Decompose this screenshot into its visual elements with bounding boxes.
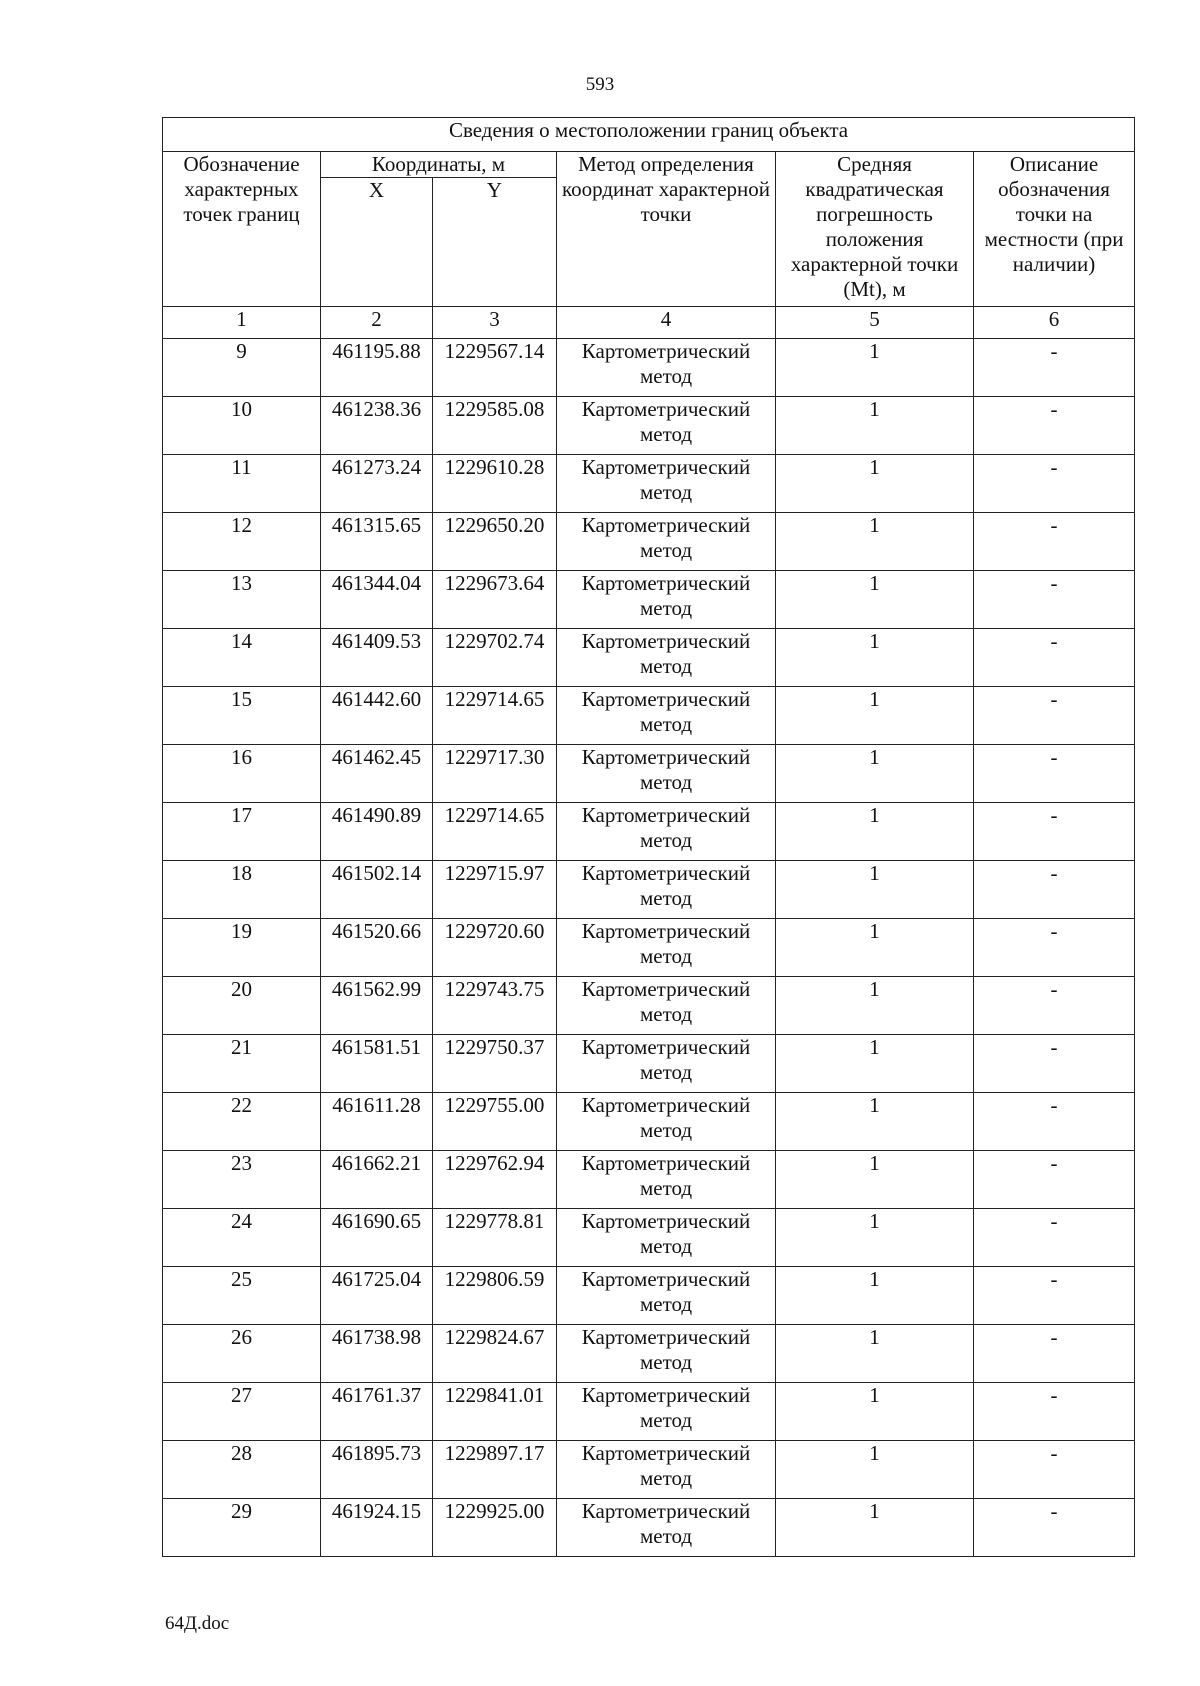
- cell-x: 461344.04: [321, 571, 433, 629]
- cell-x: 461895.73: [321, 1441, 433, 1499]
- cell-method: Картометрический метод: [557, 571, 776, 629]
- table-row: [163, 513, 1135, 571]
- coordinates-table-container: [162, 117, 1134, 1557]
- cell-error: 1: [776, 745, 974, 803]
- cell-y: 1229762.94: [433, 1151, 557, 1209]
- cell-x: 461238.36: [321, 397, 433, 455]
- cell-method: Картометрический метод: [557, 455, 776, 513]
- cell-y: 1229778.81: [433, 1209, 557, 1267]
- cell-x: 461581.51: [321, 1035, 433, 1093]
- cell-description: -: [974, 1267, 1135, 1325]
- cell-y: 1229750.37: [433, 1035, 557, 1093]
- header-description: Описание обозначения точки на местности (при наличии): [974, 152, 1135, 307]
- cell-method: Картометрический метод: [557, 919, 776, 977]
- cell-x: 461409.53: [321, 629, 433, 687]
- cell-x: 461490.89: [321, 803, 433, 861]
- cell-error: 1: [776, 339, 974, 397]
- cell-error: 1: [776, 1325, 974, 1383]
- cell-point: 9: [163, 339, 321, 397]
- cell-y: 1229702.74: [433, 629, 557, 687]
- cell-description: -: [974, 1151, 1135, 1209]
- table-row: [163, 803, 1135, 861]
- cell-error: 1: [776, 861, 974, 919]
- cell-description: -: [974, 571, 1135, 629]
- cell-y: 1229925.00: [433, 1499, 557, 1557]
- cell-description: -: [974, 745, 1135, 803]
- cell-x: 461520.66: [321, 919, 433, 977]
- column-number: 4: [557, 307, 776, 339]
- cell-y: 1229720.60: [433, 919, 557, 977]
- cell-error: 1: [776, 977, 974, 1035]
- cell-x: 461761.37: [321, 1383, 433, 1441]
- cell-y: 1229714.65: [433, 687, 557, 745]
- document-reference: 64Д.doc: [165, 1613, 230, 1634]
- cell-y: 1229673.64: [433, 571, 557, 629]
- cell-method: Картометрический метод: [557, 1325, 776, 1383]
- cell-x: 461442.60: [321, 687, 433, 745]
- cell-x: 461502.14: [321, 861, 433, 919]
- cell-description: -: [974, 803, 1135, 861]
- table-row: [163, 455, 1135, 513]
- cell-method: Картометрический метод: [557, 513, 776, 571]
- cell-method: Картометрический метод: [557, 1383, 776, 1441]
- table-row: [163, 687, 1135, 745]
- table-row: [163, 1093, 1135, 1151]
- cell-method: Картометрический метод: [557, 1035, 776, 1093]
- cell-description: -: [974, 1325, 1135, 1383]
- cell-description: -: [974, 977, 1135, 1035]
- cell-error: 1: [776, 1499, 974, 1557]
- header-coordinates: Координаты, м: [321, 152, 557, 178]
- cell-point: 11: [163, 455, 321, 513]
- column-number: 1: [163, 307, 321, 339]
- cell-y: 1229610.28: [433, 455, 557, 513]
- cell-description: -: [974, 629, 1135, 687]
- column-number: 2: [321, 307, 433, 339]
- cell-description: -: [974, 1035, 1135, 1093]
- cell-point: 22: [163, 1093, 321, 1151]
- table-row: [163, 1383, 1135, 1441]
- cell-point: 23: [163, 1151, 321, 1209]
- cell-method: Картометрический метод: [557, 339, 776, 397]
- cell-error: 1: [776, 803, 974, 861]
- cell-y: 1229567.14: [433, 339, 557, 397]
- cell-y: 1229841.01: [433, 1383, 557, 1441]
- cell-point: 16: [163, 745, 321, 803]
- table-row: [163, 919, 1135, 977]
- cell-error: 1: [776, 1093, 974, 1151]
- cell-error: 1: [776, 1383, 974, 1441]
- cell-error: 1: [776, 1267, 974, 1325]
- column-number: 5: [776, 307, 974, 339]
- cell-x: 461462.45: [321, 745, 433, 803]
- cell-description: -: [974, 1441, 1135, 1499]
- cell-y: 1229755.00: [433, 1093, 557, 1151]
- cell-error: 1: [776, 513, 974, 571]
- cell-x: 461315.65: [321, 513, 433, 571]
- cell-description: -: [974, 397, 1135, 455]
- table-row: [163, 1441, 1135, 1499]
- cell-y: 1229585.08: [433, 397, 557, 455]
- cell-method: Картометрический метод: [557, 1093, 776, 1151]
- table-row: [163, 1325, 1135, 1383]
- cell-point: 24: [163, 1209, 321, 1267]
- table-row: [163, 1209, 1135, 1267]
- table-row: [163, 1035, 1135, 1093]
- cell-y: 1229806.59: [433, 1267, 557, 1325]
- cell-method: Картометрический метод: [557, 629, 776, 687]
- cell-error: 1: [776, 1209, 974, 1267]
- cell-description: -: [974, 1383, 1135, 1441]
- cell-x: 461195.88: [321, 339, 433, 397]
- cell-point: 19: [163, 919, 321, 977]
- cell-method: Картометрический метод: [557, 1441, 776, 1499]
- column-number: 3: [433, 307, 557, 339]
- cell-error: 1: [776, 397, 974, 455]
- cell-description: -: [974, 1209, 1135, 1267]
- cell-y: 1229897.17: [433, 1441, 557, 1499]
- header-point: Обозначение характерных точек границ: [163, 152, 321, 307]
- cell-description: -: [974, 919, 1135, 977]
- cell-error: 1: [776, 1035, 974, 1093]
- header-x: X: [321, 178, 433, 307]
- cell-error: 1: [776, 919, 974, 977]
- cell-error: 1: [776, 571, 974, 629]
- table-row: [163, 1499, 1135, 1557]
- cell-description: -: [974, 339, 1135, 397]
- cell-x: 461690.65: [321, 1209, 433, 1267]
- coordinates-table: [162, 117, 1135, 1557]
- table-row: [163, 629, 1135, 687]
- cell-method: Картометрический метод: [557, 397, 776, 455]
- cell-method: Картометрический метод: [557, 1151, 776, 1209]
- cell-point: 13: [163, 571, 321, 629]
- cell-y: 1229717.30: [433, 745, 557, 803]
- cell-y: 1229743.75: [433, 977, 557, 1035]
- cell-description: -: [974, 687, 1135, 745]
- table-body: [163, 339, 1135, 1557]
- table-row: [163, 1151, 1135, 1209]
- cell-method: Картометрический метод: [557, 1499, 776, 1557]
- table-row: [163, 745, 1135, 803]
- table-row: [163, 1267, 1135, 1325]
- header-method: Метод определения координат характерной точки: [557, 152, 776, 307]
- cell-point: 18: [163, 861, 321, 919]
- cell-point: 10: [163, 397, 321, 455]
- cell-point: 25: [163, 1267, 321, 1325]
- table-row: [163, 861, 1135, 919]
- cell-y: 1229715.97: [433, 861, 557, 919]
- cell-description: -: [974, 1499, 1135, 1557]
- cell-method: Картометрический метод: [557, 687, 776, 745]
- cell-x: 461924.15: [321, 1499, 433, 1557]
- cell-y: 1229824.67: [433, 1325, 557, 1383]
- cell-y: 1229714.65: [433, 803, 557, 861]
- header-y: Y: [433, 178, 557, 307]
- cell-method: Картометрический метод: [557, 803, 776, 861]
- cell-point: 21: [163, 1035, 321, 1093]
- cell-error: 1: [776, 629, 974, 687]
- cell-x: 461273.24: [321, 455, 433, 513]
- table-caption: Сведения о местоположении границ объекта: [163, 118, 1135, 152]
- cell-point: 20: [163, 977, 321, 1035]
- cell-point: 27: [163, 1383, 321, 1441]
- cell-description: -: [974, 861, 1135, 919]
- cell-method: Картометрический метод: [557, 977, 776, 1035]
- cell-x: 461662.21: [321, 1151, 433, 1209]
- cell-point: 14: [163, 629, 321, 687]
- cell-error: 1: [776, 1151, 974, 1209]
- cell-point: 26: [163, 1325, 321, 1383]
- cell-point: 12: [163, 513, 321, 571]
- cell-method: Картометрический метод: [557, 861, 776, 919]
- table-row: [163, 977, 1135, 1035]
- cell-method: Картометрический метод: [557, 745, 776, 803]
- cell-x: 461562.99: [321, 977, 433, 1035]
- cell-error: 1: [776, 687, 974, 745]
- table-row: [163, 397, 1135, 455]
- header-error: Средняя квадратическая погрешность положения характерной точки (Mt), м: [776, 152, 974, 307]
- cell-x: 461725.04: [321, 1267, 433, 1325]
- cell-error: 1: [776, 455, 974, 513]
- column-number: 6: [974, 307, 1135, 339]
- cell-method: Картометрический метод: [557, 1267, 776, 1325]
- cell-x: 461738.98: [321, 1325, 433, 1383]
- cell-error: 1: [776, 1441, 974, 1499]
- cell-point: 17: [163, 803, 321, 861]
- cell-y: 1229650.20: [433, 513, 557, 571]
- cell-point: 15: [163, 687, 321, 745]
- cell-description: -: [974, 455, 1135, 513]
- cell-description: -: [974, 513, 1135, 571]
- table-row: [163, 339, 1135, 397]
- table-row: [163, 571, 1135, 629]
- cell-point: 29: [163, 1499, 321, 1557]
- cell-description: -: [974, 1093, 1135, 1151]
- cell-point: 28: [163, 1441, 321, 1499]
- cell-x: 461611.28: [321, 1093, 433, 1151]
- column-number-row: [163, 307, 1135, 339]
- cell-method: Картометрический метод: [557, 1209, 776, 1267]
- page-number: 593: [585, 74, 615, 95]
